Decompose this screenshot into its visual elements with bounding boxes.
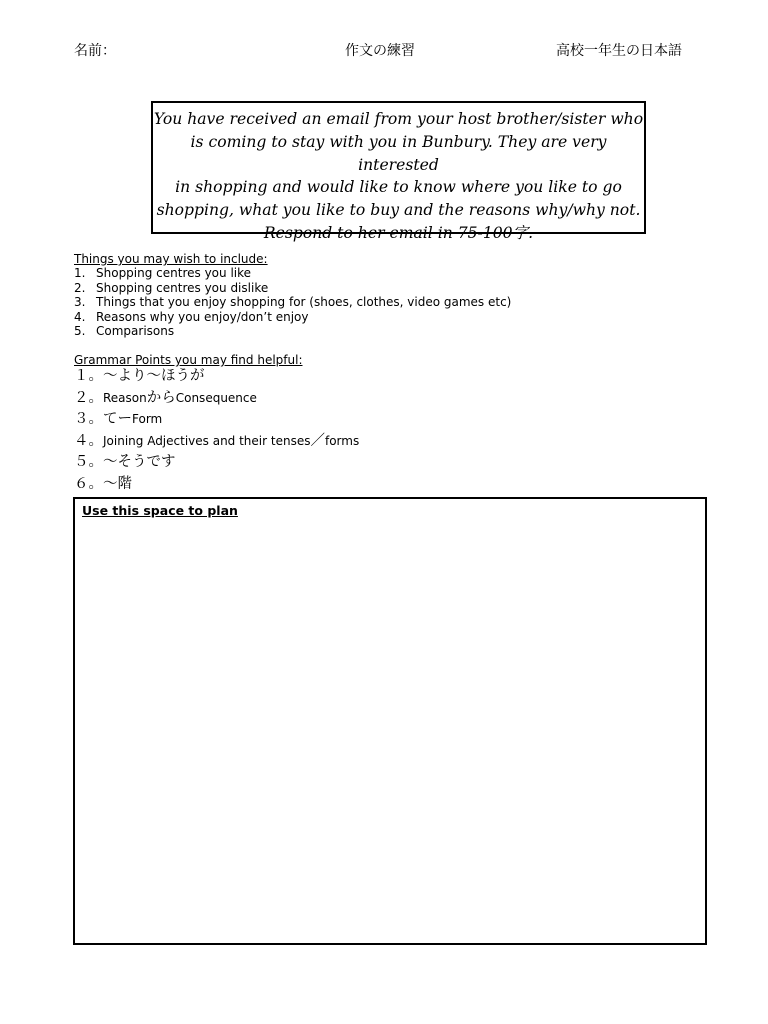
list-text: Reasons why you enjoy/don’t enjoy	[96, 309, 309, 324]
grammar-item	[74, 366, 359, 388]
grammar-text: から	[146, 389, 176, 406]
grammar-item	[74, 452, 359, 474]
prompt-line: You have received an email from your host brother/sister who	[153, 110, 644, 128]
grammar-text: forms	[324, 433, 360, 448]
name-label: 名前：	[74, 43, 116, 59]
list-item	[74, 310, 511, 325]
grammar-text: ～階	[103, 475, 132, 492]
grammar-number: ４。	[74, 432, 103, 449]
list-item	[74, 266, 511, 281]
grammar-item	[74, 474, 359, 496]
grammar-text: Form	[132, 412, 163, 427]
grammar-item	[74, 388, 359, 410]
grammar-text: Consequence	[175, 390, 257, 405]
grammar-item	[74, 409, 359, 431]
grammar-text: ～より～ほうが	[103, 368, 205, 384]
grammar-text: ／	[310, 432, 325, 449]
grammar-text: Joining Adjectives and their tenses	[103, 433, 311, 448]
list-number: 4.	[74, 309, 86, 324]
grammar-number: １。	[74, 368, 103, 384]
grammar-text: て	[103, 411, 118, 428]
list-number: 1.	[74, 266, 86, 280]
class-label: 高校一年生の日本語	[556, 43, 682, 59]
grammar-text: ー	[117, 411, 132, 428]
grammar-item	[74, 431, 359, 453]
grammar-list	[74, 366, 359, 496]
prompt-line: in shopping and would like to know where you like to go	[175, 178, 622, 197]
prompt-box	[151, 101, 646, 242]
planning-box-label: Use this space to plan	[82, 503, 238, 518]
list-text: Comparisons	[96, 324, 175, 339]
list-item	[74, 295, 511, 310]
worksheet-title: 作文の練習	[345, 43, 415, 59]
grammar-number: ２。	[74, 389, 103, 406]
list-number: 5.	[74, 324, 86, 339]
list-number: 3.	[74, 295, 86, 310]
list-text: Things that you enjoy shopping for (shoes, clothes, video games etc)	[96, 295, 512, 310]
grammar-text: ～そうです	[103, 454, 176, 471]
list-item	[74, 324, 511, 339]
list-item	[74, 281, 511, 296]
planning-box[interactable]	[73, 497, 707, 945]
grammar-text: Reason	[103, 390, 147, 405]
include-list	[74, 266, 511, 339]
prompt-text	[153, 108, 644, 245]
prompt-line: Respond to her email in 75-100字.	[263, 223, 534, 242]
include-section-title: Things you may wish to include:	[74, 252, 268, 266]
grammar-number: ６。	[74, 475, 103, 492]
list-number: 2.	[74, 280, 86, 295]
grammar-section-title: Grammar Points you may find helpful:	[74, 353, 303, 367]
prompt-line: shopping, what you like to buy and the reasons why/why not.	[156, 201, 641, 220]
grammar-number: ３。	[74, 411, 103, 428]
prompt-line: is coming to stay with you in Bunbury. They are very interested	[190, 132, 607, 174]
list-text: Shopping centres you like	[96, 266, 252, 280]
list-text: Shopping centres you dislike	[96, 280, 269, 295]
grammar-number: ５。	[74, 454, 103, 471]
